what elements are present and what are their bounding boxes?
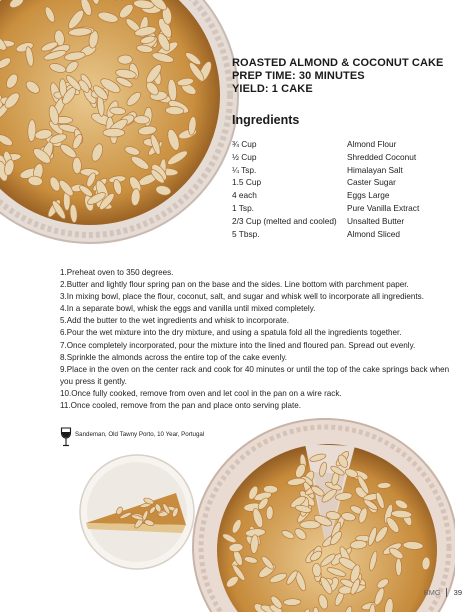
ingredient-name: Pure Vanilla Extract — [347, 202, 420, 213]
cake-slice-photo — [78, 453, 196, 571]
cake-photo-top — [0, 0, 240, 245]
almond-slice — [72, 157, 81, 174]
wine-glass-icon — [60, 427, 72, 447]
page-number: 39 — [453, 588, 462, 597]
almond-slice — [395, 558, 401, 576]
page-footer — [424, 588, 462, 597]
instruction-step: 5.Add the butter to the wet ingredients and whisk to incorporate. — [60, 316, 290, 326]
ingredient-row — [232, 202, 468, 215]
footer-divider — [446, 588, 447, 597]
footer-brand: BMG — [423, 588, 441, 597]
ingredient-row — [232, 176, 468, 189]
ingredient-name: Shredded Coconut — [347, 151, 417, 162]
recipe-header — [232, 57, 464, 96]
ingredient-row — [232, 151, 468, 164]
ingredient-row — [232, 138, 468, 151]
prep-time: PREP TIME: 30 MINUTES — [232, 70, 365, 82]
ingredient-qty: 4 each — [232, 190, 257, 201]
ingredient-name: Almond Flour — [347, 139, 397, 149]
ingredients-list — [232, 138, 468, 240]
instruction-step: 7.Once completely incorporated, pour the mixture into the lined and floured pan. Spread out evenly. — [60, 340, 416, 350]
almond-slice — [377, 482, 391, 489]
ingredient-qty: 2/3 Cup (melted and cooled) — [232, 215, 337, 226]
almond-slice — [118, 55, 133, 64]
wine-pairing — [60, 427, 204, 447]
instruction-step: 2.Butter and lightly flour spring pan on the base and the sides. Line bottom with parchment paper. — [60, 280, 409, 290]
ingredient-row — [232, 215, 468, 228]
recipe-title: ROASTED ALMOND & COCONUT CAKE — [232, 57, 444, 69]
ingredient-qty: ½ Cup — [232, 151, 257, 162]
instruction-step: 6.Pour the wet mixture into the dry mixture, and using a spatula fold all the ingredients together. — [60, 328, 402, 338]
ingredient-qty: 1 Tsp. — [232, 202, 254, 213]
almond-slice — [103, 128, 125, 137]
cake-photo-bottom — [185, 412, 455, 612]
ingredient-row — [232, 189, 468, 202]
instruction-step: 9.Place in the oven on the center rack and cook for 40 minutes or until the top of the cake springs back when you press it gently. — [60, 364, 450, 386]
ingredient-row — [232, 228, 468, 241]
ingredient-name: Almond Sliced — [347, 228, 401, 239]
instruction-step: 8.Sprinkle the almonds across the entire top of the cake evenly. — [60, 352, 288, 362]
instruction-step: 3.In mixing bowl, place the flour, coconut, salt, and sugar and whisk well to incorporate all ingredients. — [60, 292, 424, 302]
instructions-list — [60, 267, 464, 412]
almond-slice — [134, 115, 150, 124]
ingredient-row — [232, 164, 468, 177]
ingredient-name: Unsalted Butter — [347, 215, 405, 226]
instruction-step: 1.Preheat oven to 350 degrees. — [60, 268, 174, 277]
wine-pairing-text: Sandeman, Old Tawny Porto, 10 Year, Portugal — [75, 431, 205, 438]
ingredient-name: Caster Sugar — [347, 177, 396, 188]
instruction-step: 11.Once cooled, remove from the pan and place onto serving plate. — [60, 401, 302, 411]
ingredient-qty: ¼ Tsp. — [232, 164, 257, 175]
ingredient-qty: 5 Tbsp. — [232, 228, 260, 239]
almond-slice — [300, 521, 321, 529]
ingredient-qty: ¾ Cup — [232, 139, 257, 149]
recipe-yield: YIELD: 1 CAKE — [232, 83, 313, 95]
ingredient-name: Eggs Large — [347, 190, 390, 201]
instruction-step: 10.Once fully cooked, remove from oven and let cool in the pan on a wire rack. — [60, 388, 342, 398]
ingredients-heading: Ingredients — [232, 113, 300, 127]
almond-slice — [283, 598, 301, 605]
ingredient-name: Himalayan Salt — [347, 164, 403, 175]
instruction-step: 4.In a separate bowl, whisk the eggs and vanilla until mixed completely. — [60, 304, 316, 314]
ingredient-qty: 1.5 Cup — [232, 177, 262, 188]
